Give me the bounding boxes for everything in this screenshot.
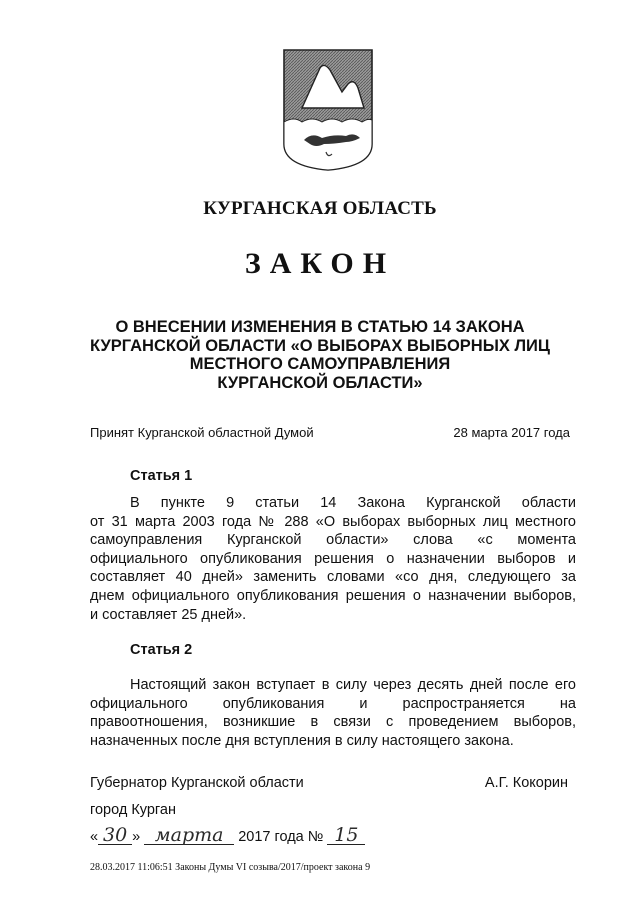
- adopted-date-text: 28 марта 2017 года: [453, 425, 570, 440]
- article-1-line: днем официального опубликования решения о назначении выборов,: [90, 587, 576, 604]
- signing-date-line: [90, 826, 365, 845]
- governor-title: Губернатор Курганской области: [90, 775, 304, 791]
- governor-name: А.Г. Кокорин: [484, 775, 568, 791]
- article-1-line: составляет 40 дней» заменить словами «со дня, следующего за: [90, 569, 576, 586]
- coat-of-arms-emblem: [282, 48, 374, 172]
- shield-icon: [282, 48, 374, 172]
- footer-file-info: 28.03.2017 11:06:51 Законы Думы VI созыва/2017/проект закона 9: [90, 862, 371, 873]
- article-2-heading: Статья 2: [130, 642, 193, 658]
- article-1-line: В пункте 9 статьи 14 Закона Курганской области: [130, 495, 576, 511]
- article-2-line: Настоящий закон вступает в силу через десять дней после его: [130, 677, 576, 693]
- article-2-body: [90, 676, 576, 750]
- adopted-by-text: Принят Курганской областной Думой: [90, 425, 314, 440]
- law-title: [0, 318, 640, 392]
- law-title-line: КУРГАНСКОЙ ОБЛАСТИ»: [217, 373, 423, 392]
- article-1-line: самоуправления Курганской области» слова «с момента: [90, 532, 576, 549]
- close-quote: »: [132, 829, 141, 845]
- year-number-label: 2017 года №: [238, 829, 324, 845]
- open-quote: «: [90, 829, 99, 845]
- article-1-heading: Статья 1: [130, 468, 193, 484]
- law-title-line: О ВНЕСЕНИИ ИЗМЕНЕНИЯ В СТАТЬЮ 14 ЗАКОНА: [115, 318, 525, 336]
- law-title-line: КУРГАНСКОЙ ОБЛАСТИ «О ВЫБОРАХ ВЫБОРНЫХ ЛИЦ: [90, 336, 550, 355]
- signing-day-field: 30: [98, 826, 132, 845]
- law-number-field: 15: [327, 826, 365, 845]
- article-1-line: официального опубликования решения о назначении выборов и: [90, 550, 576, 567]
- article-1-line: от 31 марта 2003 года № 288 «О выборах выборных лиц местного: [90, 513, 576, 530]
- city-name: город Курган: [90, 802, 176, 818]
- article-2-line: официального опубликования и распространяется на: [90, 695, 576, 712]
- signing-month-field: марта: [144, 826, 234, 845]
- article-2-line: правоотношения, возникшие в связи с проведением выборов,: [90, 714, 576, 731]
- article-1-line: и составляет 25 дней».: [90, 606, 247, 623]
- article-1-body: [90, 494, 576, 624]
- law-title-line: МЕСТНОГО САМОУПРАВЛЕНИЯ: [189, 355, 451, 373]
- article-2-line: назначенных после дня вступления в силу настоящего закона.: [90, 732, 514, 749]
- region-heading: КУРГАНСКАЯ ОБЛАСТЬ: [203, 198, 437, 219]
- document-type-heading: ЗАКОН: [244, 247, 396, 280]
